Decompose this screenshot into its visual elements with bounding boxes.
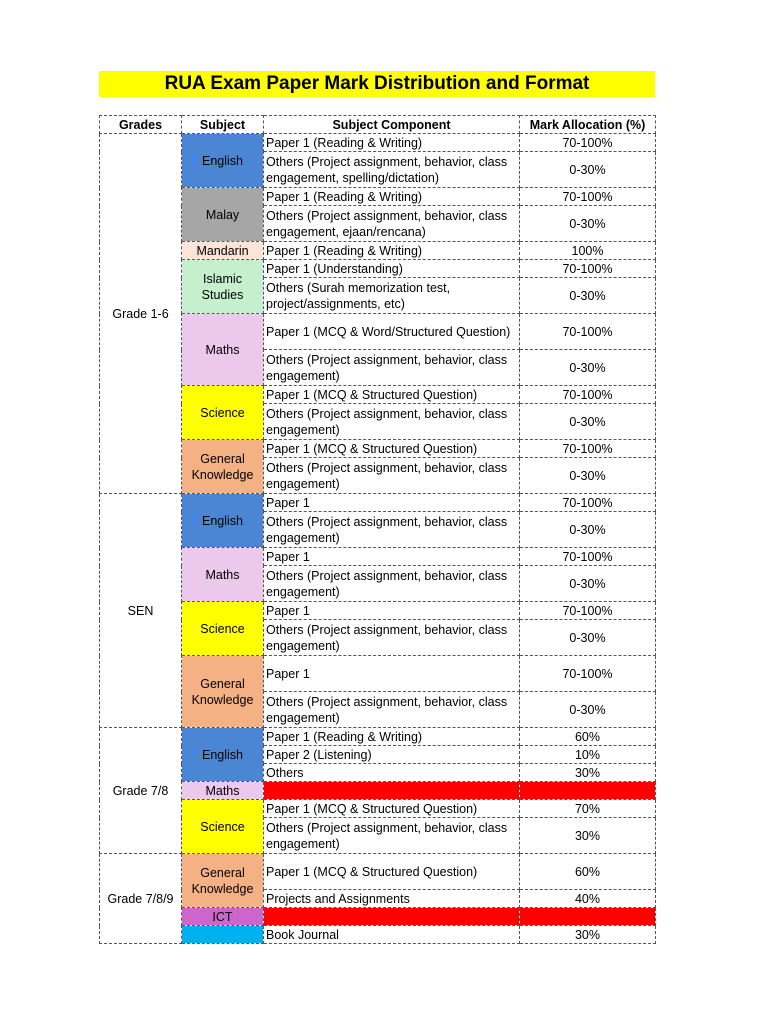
header-subject: Subject bbox=[182, 116, 264, 134]
mark-cell: 70% bbox=[520, 800, 656, 818]
mark-cell: 70-100% bbox=[520, 134, 656, 152]
component-cell: Paper 1 bbox=[264, 602, 520, 620]
mark-cell: 0-30% bbox=[520, 152, 656, 188]
header-subject-component: Subject Component bbox=[264, 116, 520, 134]
subject-cell: General Knowledge bbox=[182, 656, 264, 728]
mark-cell: 70-100% bbox=[520, 260, 656, 278]
grade-cell: Grade 7/8 bbox=[100, 728, 182, 854]
component-cell: Paper 1 (Reading & Writing) bbox=[264, 242, 520, 260]
table-row bbox=[100, 782, 656, 800]
component-cell: Book Journal bbox=[264, 926, 520, 944]
mark-cell bbox=[520, 908, 656, 926]
table-row bbox=[100, 854, 656, 890]
component-cell: Others (Project assignment, behavior, class engagement) bbox=[264, 620, 520, 656]
subject-cell: English bbox=[182, 494, 264, 548]
component-cell: Others bbox=[264, 764, 520, 782]
component-cell bbox=[264, 782, 520, 800]
component-cell: Paper 1 (Reading & Writing) bbox=[264, 728, 520, 746]
table-row bbox=[100, 728, 656, 746]
component-cell: Paper 1 (MCQ & Structured Question) bbox=[264, 854, 520, 890]
mark-cell: 0-30% bbox=[520, 692, 656, 728]
component-cell: Others (Surah memorization test, project/assignments, etc) bbox=[264, 278, 520, 314]
mark-cell: 70-100% bbox=[520, 314, 656, 350]
component-cell: Paper 1 (Reading & Writing) bbox=[264, 134, 520, 152]
mark-cell bbox=[520, 782, 656, 800]
subject-cell: Maths bbox=[182, 314, 264, 386]
component-cell: Others (Project assignment, behavior, class engagement) bbox=[264, 566, 520, 602]
component-cell: Paper 1 (Understanding) bbox=[264, 260, 520, 278]
table-row bbox=[100, 188, 656, 206]
mark-cell: 30% bbox=[520, 926, 656, 944]
mark-cell: 70-100% bbox=[520, 602, 656, 620]
table-row bbox=[100, 908, 656, 926]
table-row bbox=[100, 314, 656, 350]
table-row bbox=[100, 242, 656, 260]
table-row bbox=[100, 548, 656, 566]
header-grades: Grades bbox=[100, 116, 182, 134]
subject-cell: ICT bbox=[182, 908, 264, 926]
table-row bbox=[100, 800, 656, 818]
component-cell: Others (Project assignment, behavior, class engagement) bbox=[264, 512, 520, 548]
component-cell: Others (Project assignment, behavior, class engagement) bbox=[264, 458, 520, 494]
subject-cell: Maths bbox=[182, 548, 264, 602]
mark-cell: 60% bbox=[520, 728, 656, 746]
mark-cell: 0-30% bbox=[520, 404, 656, 440]
table-row bbox=[100, 602, 656, 620]
grade-cell: Grade 1-6 bbox=[100, 134, 182, 494]
subject-cell: Science bbox=[182, 800, 264, 854]
component-cell: Paper 1 (MCQ & Word/Structured Question) bbox=[264, 314, 520, 350]
component-cell: Paper 1 bbox=[264, 656, 520, 692]
subject-cell: Malay bbox=[182, 188, 264, 242]
component-cell: Paper 1 bbox=[264, 548, 520, 566]
subject-cell: Maths bbox=[182, 782, 264, 800]
subject-cell: English bbox=[182, 728, 264, 782]
mark-cell: 70-100% bbox=[520, 188, 656, 206]
mark-cell: 10% bbox=[520, 746, 656, 764]
mark-cell: 100% bbox=[520, 242, 656, 260]
component-cell bbox=[264, 908, 520, 926]
component-cell: Projects and Assignments bbox=[264, 890, 520, 908]
mark-cell: 30% bbox=[520, 818, 656, 854]
table-row bbox=[100, 440, 656, 458]
subject-cell: Science bbox=[182, 386, 264, 440]
table-row bbox=[100, 926, 656, 944]
mark-cell: 70-100% bbox=[520, 440, 656, 458]
component-cell: Paper 1 (MCQ & Structured Question) bbox=[264, 440, 520, 458]
grade-cell: Grade 7/8/9 bbox=[100, 854, 182, 944]
table-header-row bbox=[100, 116, 656, 134]
component-cell: Paper 1 bbox=[264, 494, 520, 512]
subject-cell: Science bbox=[182, 602, 264, 656]
component-cell: Others (Project assignment, behavior, class engagement) bbox=[264, 350, 520, 386]
component-cell: Others (Project assignment, behavior, class engagement, ejaan/rencana) bbox=[264, 206, 520, 242]
mark-cell: 0-30% bbox=[520, 350, 656, 386]
component-cell: Paper 1 (MCQ & Structured Question) bbox=[264, 800, 520, 818]
component-cell: Others (Project assignment, behavior, class engagement, spelling/dictation) bbox=[264, 152, 520, 188]
mark-cell: 0-30% bbox=[520, 566, 656, 602]
component-cell: Paper 1 (MCQ & Structured Question) bbox=[264, 386, 520, 404]
table-row bbox=[100, 656, 656, 692]
mark-cell: 60% bbox=[520, 854, 656, 890]
mark-distribution-table bbox=[99, 115, 656, 944]
table-row bbox=[100, 386, 656, 404]
table-row bbox=[100, 134, 656, 152]
mark-cell: 70-100% bbox=[520, 386, 656, 404]
mark-cell: 70-100% bbox=[520, 656, 656, 692]
mark-cell: 0-30% bbox=[520, 458, 656, 494]
mark-cell: 70-100% bbox=[520, 548, 656, 566]
grade-cell: SEN bbox=[100, 494, 182, 728]
table-row bbox=[100, 260, 656, 278]
component-cell: Others (Project assignment, behavior, class engagement) bbox=[264, 404, 520, 440]
component-cell: Others (Project assignment, behavior, class engagement) bbox=[264, 692, 520, 728]
mark-cell: 40% bbox=[520, 890, 656, 908]
mark-cell: 0-30% bbox=[520, 512, 656, 548]
mark-cell: 30% bbox=[520, 764, 656, 782]
subject-cell: Mandarin bbox=[182, 242, 264, 260]
subject-cell bbox=[182, 926, 264, 944]
header-mark-allocation: Mark Allocation (%) bbox=[520, 116, 656, 134]
page-title: RUA Exam Paper Mark Distribution and Format bbox=[99, 71, 655, 97]
component-cell: Paper 2 (Listening) bbox=[264, 746, 520, 764]
component-cell: Others (Project assignment, behavior, class engagement) bbox=[264, 818, 520, 854]
subject-cell: General Knowledge bbox=[182, 854, 264, 908]
component-cell: Paper 1 (Reading & Writing) bbox=[264, 188, 520, 206]
subject-cell: English bbox=[182, 134, 264, 188]
mark-cell: 0-30% bbox=[520, 620, 656, 656]
mark-cell: 0-30% bbox=[520, 278, 656, 314]
table-row bbox=[100, 494, 656, 512]
subject-cell: General Knowledge bbox=[182, 440, 264, 494]
mark-cell: 70-100% bbox=[520, 494, 656, 512]
mark-cell: 0-30% bbox=[520, 206, 656, 242]
table-body bbox=[100, 134, 656, 944]
subject-cell: Islamic Studies bbox=[182, 260, 264, 314]
